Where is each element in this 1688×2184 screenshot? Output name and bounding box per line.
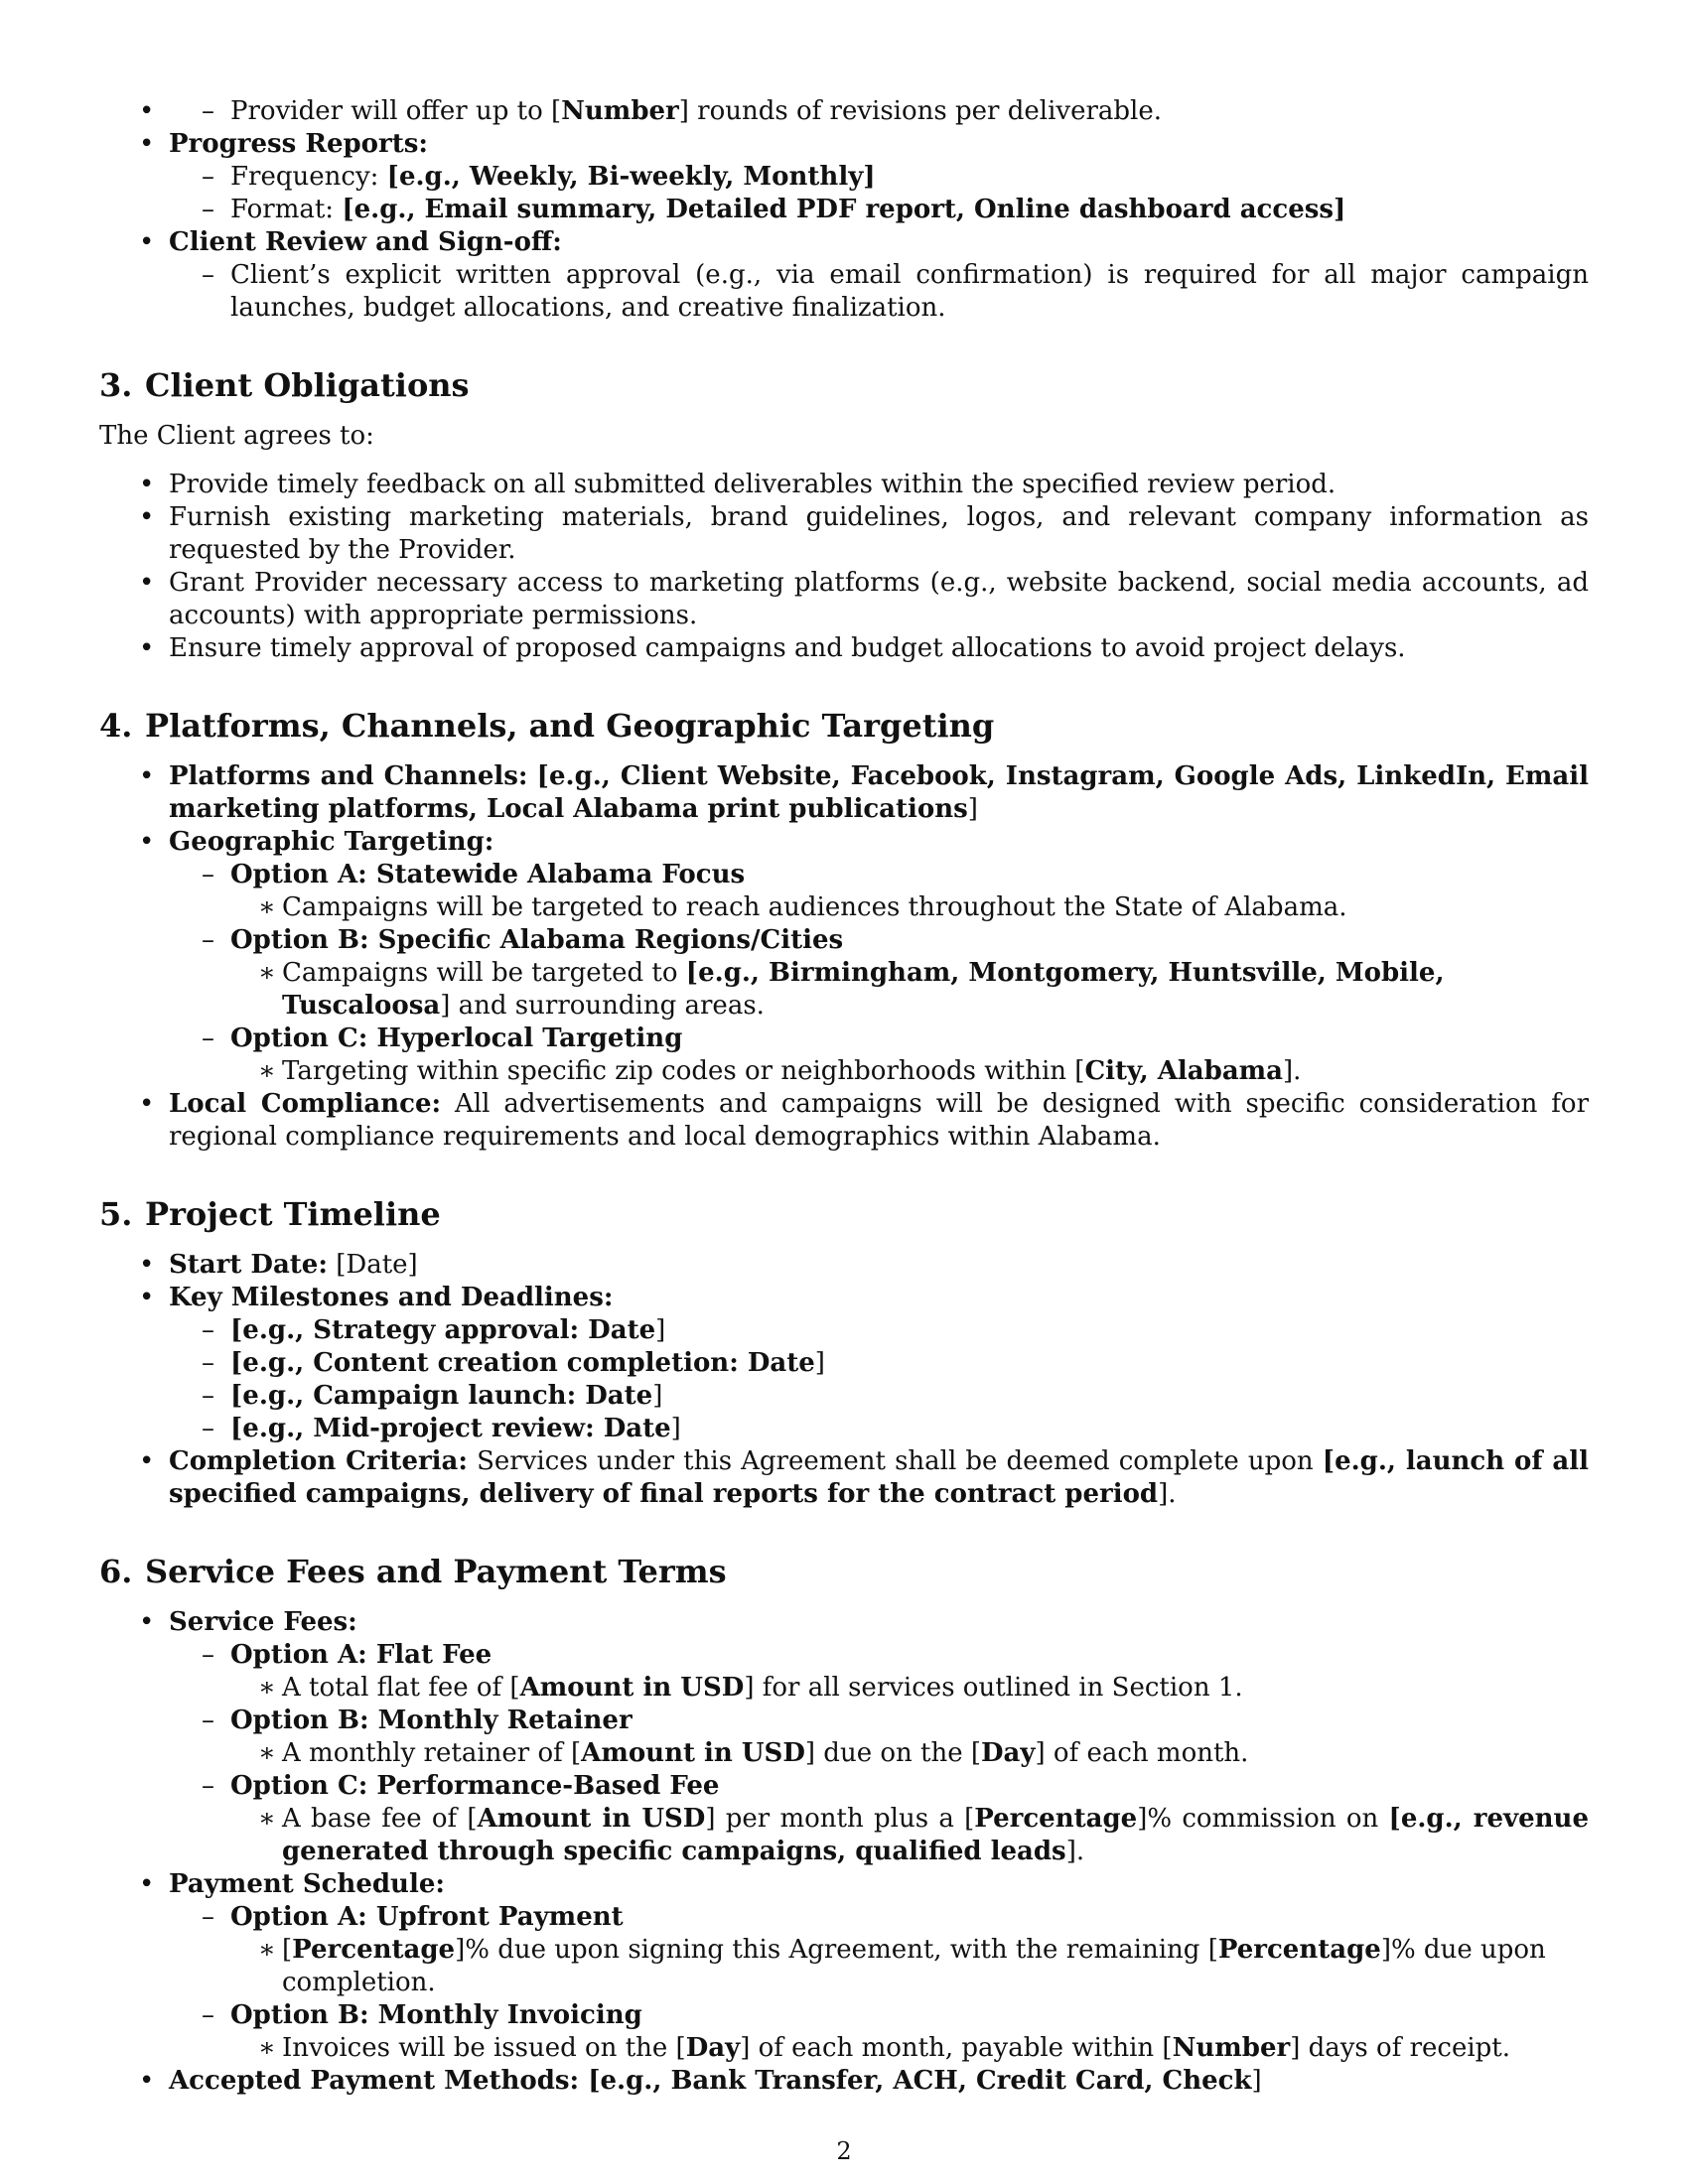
milestone-item: – [e.g., Content creation completion: Date] [169,1347,1589,1380]
platforms-item: • Platforms and Channels: [e.g., Client Website, Facebook, Instagram, Google Ads, LinkedIn, Email marketing platforms, Local Alabama print publications] [99,760,1589,826]
format-item: – Format: [e.g., Email summary, Detailed PDF report, Online dashboard access] [169,194,1589,226]
payment-option-a: – Option A: Upfront Payment ∗ [Percentage]% due upon signing this Agreement, with the remaining [Percentage]% due upon completion. [169,1901,1589,1999]
option-b-item: – Option B: Specific Alabama Regions/Cities ∗ Campaigns will be targeted to [e.g., Birmingham, Montgomery, Huntsville, Mobile, Tuscaloosa] and surrounding areas. [169,924,1589,1023]
platforms-list [99,760,1589,1154]
milestone-item: – [e.g., Strategy approval: Date] [169,1314,1589,1347]
obligations-list [99,469,1589,665]
payment-option-a-text: ∗ [Percentage]% due upon signing this Agreement, with the remaining [Percentage]% due upon completion. [230,1934,1589,1999]
payment-schedule-item: • Payment Schedule: – Option A: Upfront Payment ∗ [Percentage]% due upon signing this Agreement, with the remaining [Percentage]% due upon completion. – Option B: Monthly Invoicing ∗ Invoices will be issued on the [Day] of each month, payable within [Number] days of receipt. [99,1868,1589,2065]
fee-option-b: – Option B: Monthly Retainer ∗ A monthly retainer of [Amount in USD] due on the [Day] of each month. [169,1705,1589,1770]
progress-reports-item: • Progress Reports: – Frequency: [e.g., Weekly, Bi-weekly, Monthly] – Format: [e.g., Email summary, Detailed PDF report, Online dashboard access] [99,128,1589,226]
fees-list [99,1606,1589,2098]
option-a-text: ∗ Campaigns will be targeted to reach audiences throughout the State of Alabama. [230,891,1589,924]
fee-option-b-text: ∗ A monthly retainer of [Amount in USD] due on the [Day] of each month. [230,1737,1589,1770]
list-item: • Ensure timely approval of proposed campaigns and budget allocations to avoid project delays. [99,632,1589,665]
section-heading-5: 5. Project Timeline [99,1195,441,1233]
geo-targeting-item: • Geographic Targeting: – Option A: Statewide Alabama Focus ∗ Campaigns will be targeted to reach audiences throughout the State of Alabama. – Option B: Specific Alabama Regions/Cities ∗ Campaigns will be targeted to [e.g., Birmingham, Montgomery, Huntsville, Mobile, Tuscaloosa] and surrounding areas. – Option C: Hyperlocal Targeting ∗ Targeting within specific zip codes or neighborhoods within [City, Alabama]. [99,826,1589,1088]
service-fees-item: • Service Fees: – Option A: Flat Fee ∗ A total flat fee of [Amount in USD] for all services outlined in Section 1. – Option B: Monthly Retainer ∗ A monthly retainer of [Amount in USD] due on the [Day] of each month. – Option C: Performance-Based Fee ∗ A base fee of [Amount in USD] per month plus a [Percentage]% commission on [e.g., revenue generated through specific campaigns, qualified leads]. [99,1606,1589,1868]
milestone-item: – [e.g., Campaign launch: Date] [169,1380,1589,1413]
section-heading-6: 6. Service Fees and Payment Terms [99,1553,727,1590]
payment-option-b: – Option B: Monthly Invoicing ∗ Invoices will be issued on the [Day] of each month, payable within [Number] days of receipt. [169,1999,1589,2065]
list-item: • Furnish existing marketing materials, brand guidelines, logos, and relevant company information as requested by the Provider. [99,501,1589,567]
page-number: 2 [836,2137,852,2165]
local-compliance-item: • Local Compliance: All advertisements and campaigns will be designed with specific consideration for regional compliance requirements and local demographics within Alabama. [99,1088,1589,1154]
payment-option-b-text: ∗ Invoices will be issued on the [Day] of each month, payable within [Number] days of receipt. [230,2032,1589,2065]
list-item [99,95,1589,128]
document-page [99,95,1589,2098]
start-date-item: • Start Date: [Date] [99,1249,1589,1282]
section-3-intro: The Client agrees to: [99,421,374,451]
section-heading-4: 4. Platforms, Channels, and Geographic Targeting [99,707,995,745]
list-item: • Provide timely feedback on all submitted deliverables within the specified review period. [99,469,1589,501]
option-a-item: – Option A: Statewide Alabama Focus ∗ Campaigns will be targeted to reach audiences throughout the State of Alabama. [169,859,1589,924]
frequency-item: – Frequency: [e.g., Weekly, Bi-weekly, Monthly] [169,161,1589,194]
payment-methods-item: • Accepted Payment Methods: [e.g., Bank Transfer, ACH, Credit Card, Check] [99,2065,1589,2098]
completion-criteria-item: • Completion Criteria: Services under this Agreement shall be deemed complete upon [e.g., launch of all specified campaigns, delivery of final reports for the contract period]. [99,1445,1589,1511]
fee-option-c-text: ∗ A base fee of [Amount in USD] per month plus a [Percentage]% commission on [e.g., revenue generated through specific campaigns, qualified leads]. [230,1803,1589,1868]
revisions-item: – • Provider will offer up to [Number] rounds of revisions per deliverable. [169,95,1589,128]
option-b-text: ∗ Campaigns will be targeted to [e.g., Birmingham, Montgomery, Huntsville, Mobile, Tuscaloosa] and surrounding areas. [230,957,1589,1023]
review-text: – Client’s explicit written approval (e.g., via email confirmation) is required for all major campaign launches, budget allocations, and creative finalization. [169,259,1589,325]
continued-list [99,95,1589,128]
option-c-item: – Option C: Hyperlocal Targeting ∗ Targeting within specific zip codes or neighborhoods within [City, Alabama]. [169,1023,1589,1088]
option-c-text: ∗ Targeting within specific zip codes or neighborhoods within [City, Alabama]. [230,1055,1589,1088]
timeline-list [99,1249,1589,1511]
fee-option-a-text: ∗ A total flat fee of [Amount in USD] for all services outlined in Section 1. [230,1672,1589,1705]
progress-list [99,128,1589,325]
fee-option-a: – Option A: Flat Fee ∗ A total flat fee of [Amount in USD] for all services outlined in Section 1. [169,1639,1589,1705]
section-heading-3: 3. Client Obligations [99,366,470,404]
client-review-item: • Client Review and Sign-off: – Client’s explicit written approval (e.g., via email confirmation) is required for all major campaign launches, budget allocations, and creative finalization. [99,226,1589,325]
milestones-item: • Key Milestones and Deadlines: – [e.g., Strategy approval: Date] – [e.g., Content creation completion: Date] – [e.g., Campaign launch: Date] – [e.g., Mid-project review: Date] [99,1282,1589,1445]
fee-option-c: – Option C: Performance-Based Fee ∗ A base fee of [Amount in USD] per month plus a [Percentage]% commission on [e.g., revenue generated through specific campaigns, qualified leads]. [169,1770,1589,1868]
list-item: • Grant Provider necessary access to marketing platforms (e.g., website backend, social media accounts, ad accounts) with appropriate permissions. [99,567,1589,632]
milestone-item: – [e.g., Mid-project review: Date] [169,1413,1589,1445]
